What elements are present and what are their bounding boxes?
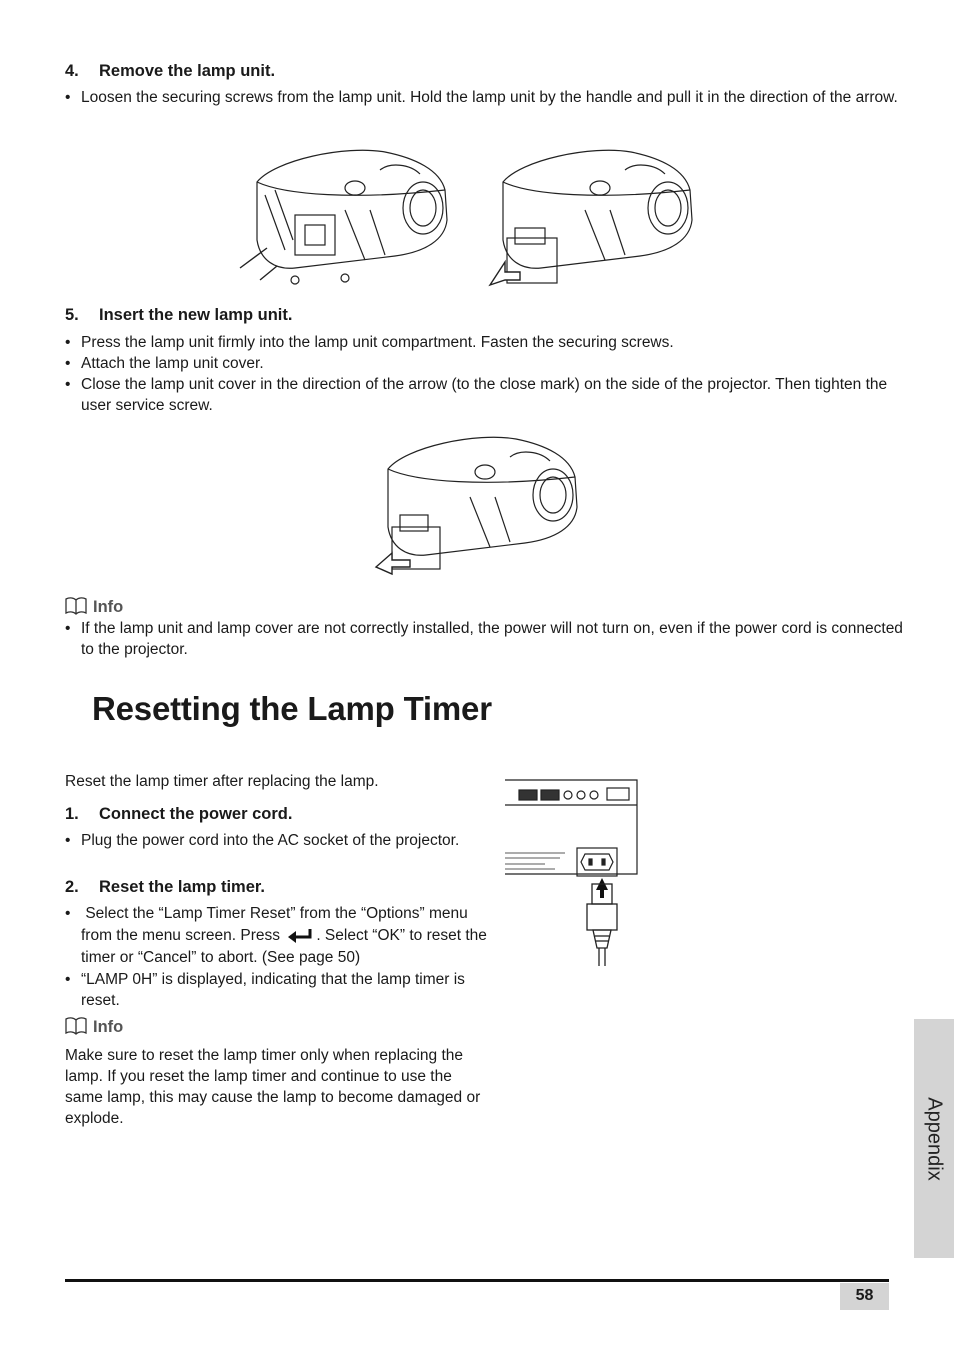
info-bullet: • If the lamp unit and lamp cover are not correctly installed, the power will not turn on, even if the power cord is connected to the projector. bbox=[65, 618, 906, 660]
step-number: 4. bbox=[65, 62, 79, 80]
step-2-heading bbox=[65, 878, 265, 897]
info-heading-2 bbox=[65, 1017, 123, 1037]
reset-instruction-part2: . Select “OK” to reset the timer or “Cancel” to abort. (See page 50) bbox=[81, 927, 487, 966]
appendix-side-tab bbox=[914, 1019, 954, 1258]
step-title: Connect the power cord. bbox=[99, 805, 293, 823]
footer-rule bbox=[65, 1279, 889, 1282]
remove-bullet: • Loosen the securing screws from the lamp unit. Hold the lamp unit by the handle and pull it in the direction of the arrow. bbox=[65, 87, 906, 108]
step-4-heading bbox=[65, 62, 275, 81]
step-5-heading bbox=[65, 306, 292, 325]
page-number: 58 bbox=[840, 1283, 889, 1310]
step-number: 2. bbox=[65, 878, 79, 896]
projector-remove-lamp-illustration-1 bbox=[235, 140, 455, 290]
projector-remove-lamp-illustration-2 bbox=[485, 140, 700, 290]
intro-text: Reset the lamp timer after replacing the lamp. bbox=[65, 773, 379, 790]
step-title: Remove the lamp unit. bbox=[99, 62, 276, 80]
insert-bullet-1: • Press the lamp unit firmly into the lamp unit compartment. Fasten the securing screws. bbox=[65, 332, 906, 353]
step-title: Reset the lamp timer. bbox=[99, 878, 265, 896]
insert-bullet-2: • Attach the lamp unit cover. bbox=[65, 353, 906, 374]
step-number: 5. bbox=[65, 306, 79, 324]
reset-bullet-2: • “LAMP 0H” is displayed, indicating that the lamp timer is reset. bbox=[65, 969, 501, 1011]
step-number: 1. bbox=[65, 805, 79, 823]
insert-bullet-3: • Close the lamp unit cover in the direction of the arrow (to the close mark) on the side of the projector. Then tighten the user service screw. bbox=[65, 374, 906, 416]
projector-insert-lamp-illustration bbox=[370, 427, 585, 577]
page-title: Resetting the Lamp Timer bbox=[92, 690, 492, 727]
enter-key-icon bbox=[286, 927, 314, 943]
info-heading bbox=[65, 597, 123, 617]
info-label: Info bbox=[93, 1018, 124, 1036]
info-label: Info bbox=[93, 598, 124, 616]
side-tab-label: Appendix bbox=[923, 1096, 946, 1181]
reset-bullet-1 bbox=[65, 903, 501, 969]
step-1-heading bbox=[65, 805, 292, 824]
info-2-text: Make sure to reset the lamp timer only when replacing the lamp. If you reset the lamp timer and continue to use the same lamp, this may cause the lamp to become damaged or explode. bbox=[65, 1047, 481, 1127]
power-cord-socket-illustration bbox=[505, 778, 645, 968]
reset-instruction-part1: Select the “Lamp Timer Reset” from the “Options” menu from the menu screen. Press bbox=[81, 905, 468, 944]
step-title: Insert the new lamp unit. bbox=[99, 306, 293, 324]
book-icon bbox=[65, 597, 87, 615]
connect-bullet: • Plug the power cord into the AC socket of the projector. bbox=[65, 830, 461, 851]
book-icon bbox=[65, 1017, 87, 1035]
